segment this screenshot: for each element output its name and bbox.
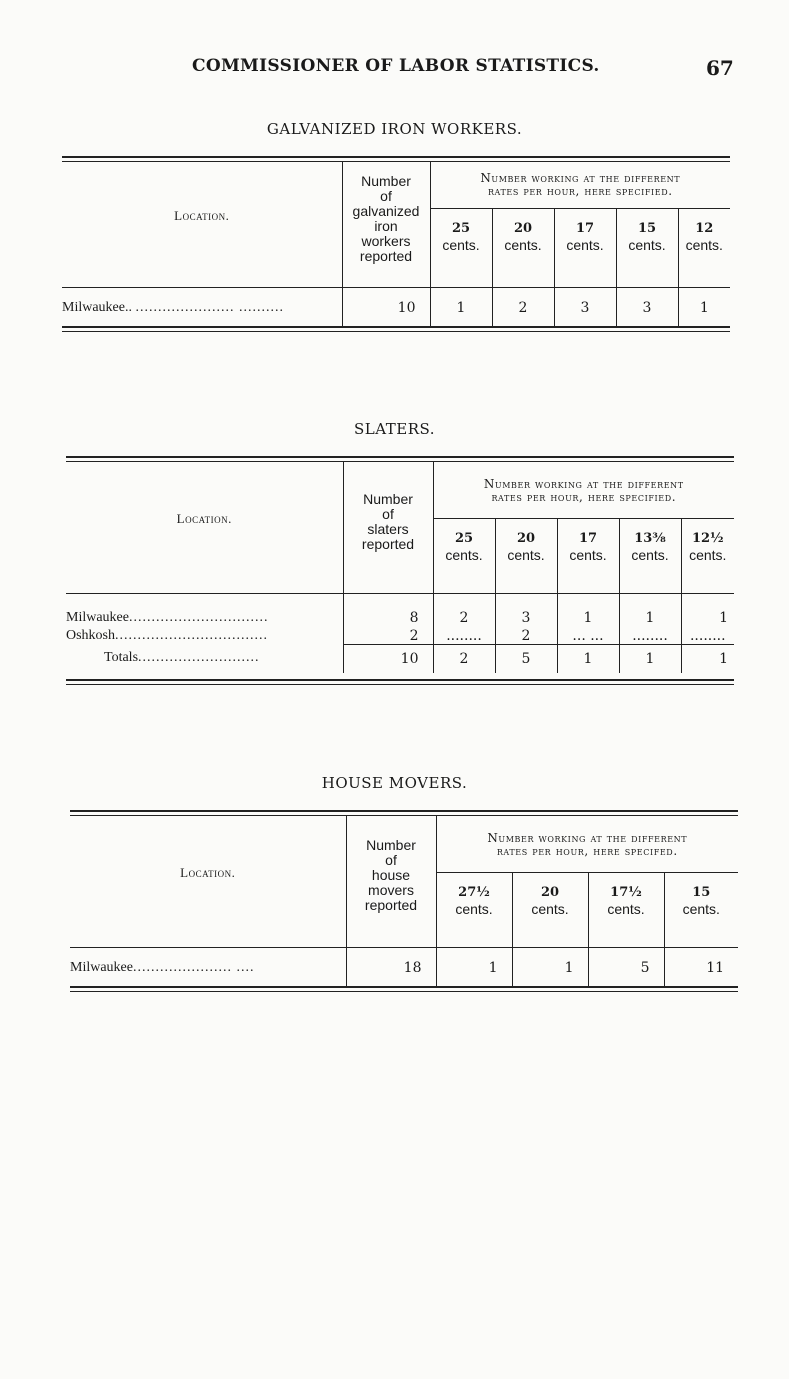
double-rule <box>66 679 734 685</box>
galvanized-table <box>62 162 730 326</box>
section-title: GALVANIZED IRON WORKERS. <box>266 120 523 138</box>
rates-header: Number working at the different rates per hour, here specified. <box>430 162 730 209</box>
rate-header: 15 cents. <box>664 873 738 931</box>
page-number: 67 <box>706 56 734 80</box>
rate-header: 25 cents. <box>445 531 483 563</box>
galvanized-section <box>0 120 789 332</box>
rate-header: 15 cents. <box>616 209 678 271</box>
rate-header: 12½ cents. <box>681 519 734 577</box>
rate-header: 25 cents. <box>442 221 480 253</box>
rate-header: 17½ cents. <box>588 873 664 931</box>
rate-header: 17 cents. <box>554 209 616 271</box>
location-header: Location. <box>180 865 236 881</box>
house-movers-section <box>0 774 789 992</box>
location-header: Location. <box>174 208 230 224</box>
running-head <box>0 56 789 80</box>
house-movers-table <box>70 816 738 986</box>
rate-header: 12 cents. <box>678 209 730 271</box>
table-row: Oshkosh.................................. 2 ........ 2 ... ... ........ ........ <box>66 626 734 645</box>
table-row: Milwaukee.. ...................... .......... 10 1 2 3 3 1 <box>62 287 730 326</box>
rate-header: 20 cents. <box>495 519 557 577</box>
running-title: COMMISSIONER OF LABOR STATISTICS. <box>192 56 600 76</box>
rates-header: Number working at the different rates per hour, here specifed. <box>436 816 738 873</box>
rate-header: 17 cents. <box>557 519 619 577</box>
table-row: Milwaukee...................... .... 18 1 1 5 11 <box>70 947 738 986</box>
slaters-table <box>66 462 734 673</box>
rate-header: 27½ cents. <box>455 885 493 917</box>
rates-header: Number working at the different rates per hour, here specified. <box>433 462 734 519</box>
section-title: HOUSE MOVERS. <box>321 774 468 792</box>
rate-header: 20 cents. <box>512 873 588 931</box>
rate-header: 13⅜ cents. <box>619 519 681 577</box>
totals-row: Totals........................... 10 2 5 1 1 1 <box>66 644 734 673</box>
slaters-section <box>0 420 789 685</box>
count-header: Number of slaters reported <box>343 462 433 577</box>
count-header: Number of galvanized iron workers reported <box>342 162 430 271</box>
double-rule <box>62 326 730 332</box>
rate-header: 20 cents. <box>492 209 554 271</box>
location-header: Location. <box>176 511 232 527</box>
table-row: Milwaukee............................... 8 2 3 1 1 1 <box>66 593 734 626</box>
section-title: SLATERS. <box>353 420 435 438</box>
double-rule <box>70 986 738 992</box>
count-header: Number of house movers reported <box>346 816 436 931</box>
